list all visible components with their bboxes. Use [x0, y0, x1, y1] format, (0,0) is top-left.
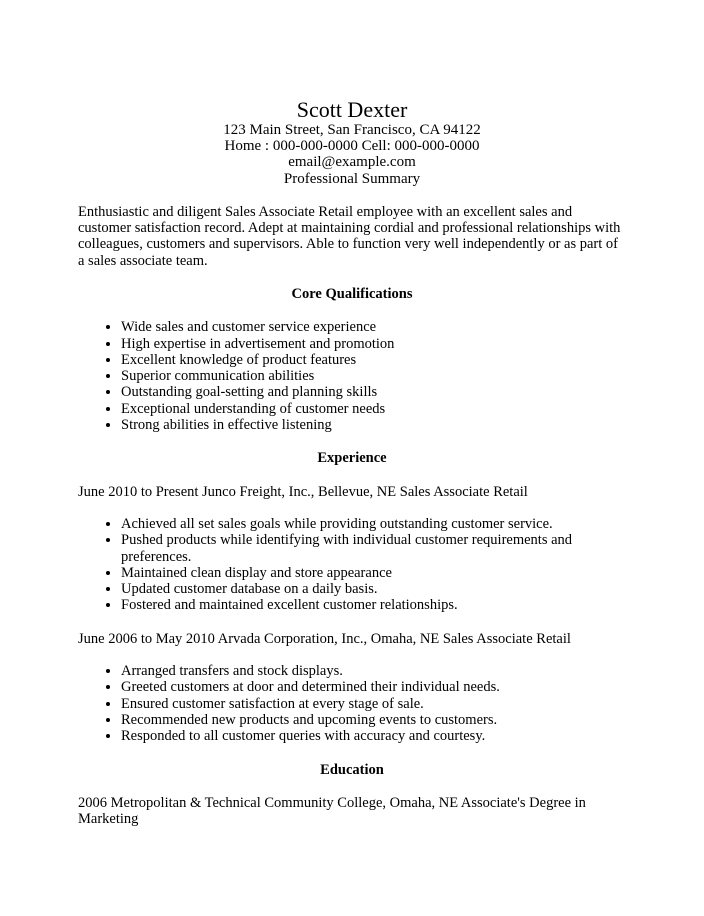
- job-duty-item: • Responded to all customer queries with accuracy and courtesy.: [121, 728, 626, 744]
- resume-header: [78, 97, 626, 187]
- email-line: email@example.com: [288, 154, 416, 171]
- job-duty-item: • Maintained clean display and store appearance: [121, 565, 626, 581]
- section-heading-experience: Experience: [317, 450, 387, 467]
- job-title-line: June 2006 to May 2010 Arvada Corporation, Inc., Omaha, NE Sales Associate Retail: [78, 630, 571, 647]
- job-title-line: June 2010 to Present Junco Freight, Inc., Bellevue, NE Sales Associate Retail: [78, 483, 528, 500]
- job-duty-item: • Achieved all set sales goals while providing outstanding customer service.: [121, 516, 626, 532]
- candidate-name: Scott Dexter: [296, 97, 408, 122]
- education-entry: 2006 Metropolitan & Technical Community College, Omaha, NE Associate's Degree in Marketing: [78, 794, 586, 828]
- qualification-item: • Exceptional understanding of customer needs: [121, 401, 626, 417]
- job-duty-item: • Pushed products while identifying with individual customer requirements and preferences.: [121, 532, 626, 565]
- job-duty-item: • Recommended new products and upcoming events to customers.: [121, 712, 626, 728]
- job-duties-list: [78, 516, 626, 614]
- professional-summary-text: Enthusiastic and diligent Sales Associate Retail employee with an excellent sales and customer satisfaction record. Adept at maintaining cordial and professional relationships with colleagues, customers and supervisors. Able to function very well independently or as part of a sales associate team.: [78, 203, 621, 269]
- qualification-item: • Outstanding goal-setting and planning skills: [121, 384, 626, 400]
- job-duty-item: • Ensured customer satisfaction at every stage of sale.: [121, 696, 626, 712]
- section-heading-core-qualifications: Core Qualifications: [291, 286, 413, 302]
- qualification-item: • Superior communication abilities: [121, 368, 626, 384]
- professional-summary-label: Professional Summary: [283, 170, 421, 187]
- qualification-item: • Wide sales and customer service experience: [121, 319, 626, 335]
- qualification-item: • Excellent knowledge of product features: [121, 352, 626, 368]
- phone-line: Home : 000-000-0000 Cell: 000-000-0000: [224, 138, 480, 155]
- section-heading-education: Education: [320, 761, 384, 778]
- job-duty-item: • Arranged transfers and stock displays.: [121, 663, 626, 679]
- qualification-item: • High expertise in advertisement and promotion: [121, 336, 626, 352]
- core-qualifications-list: [78, 319, 626, 433]
- job-duty-item: • Greeted customers at door and determined their individual needs.: [121, 679, 626, 695]
- job-duties-list: [78, 663, 626, 744]
- qualification-item: • Strong abilities in effective listening: [121, 417, 626, 433]
- address-line: 123 Main Street, San Francisco, CA 94122: [223, 122, 481, 138]
- job-duty-item: • Updated customer database on a daily basis.: [121, 581, 626, 597]
- job-duty-item: • Fostered and maintained excellent customer relationships.: [121, 597, 626, 613]
